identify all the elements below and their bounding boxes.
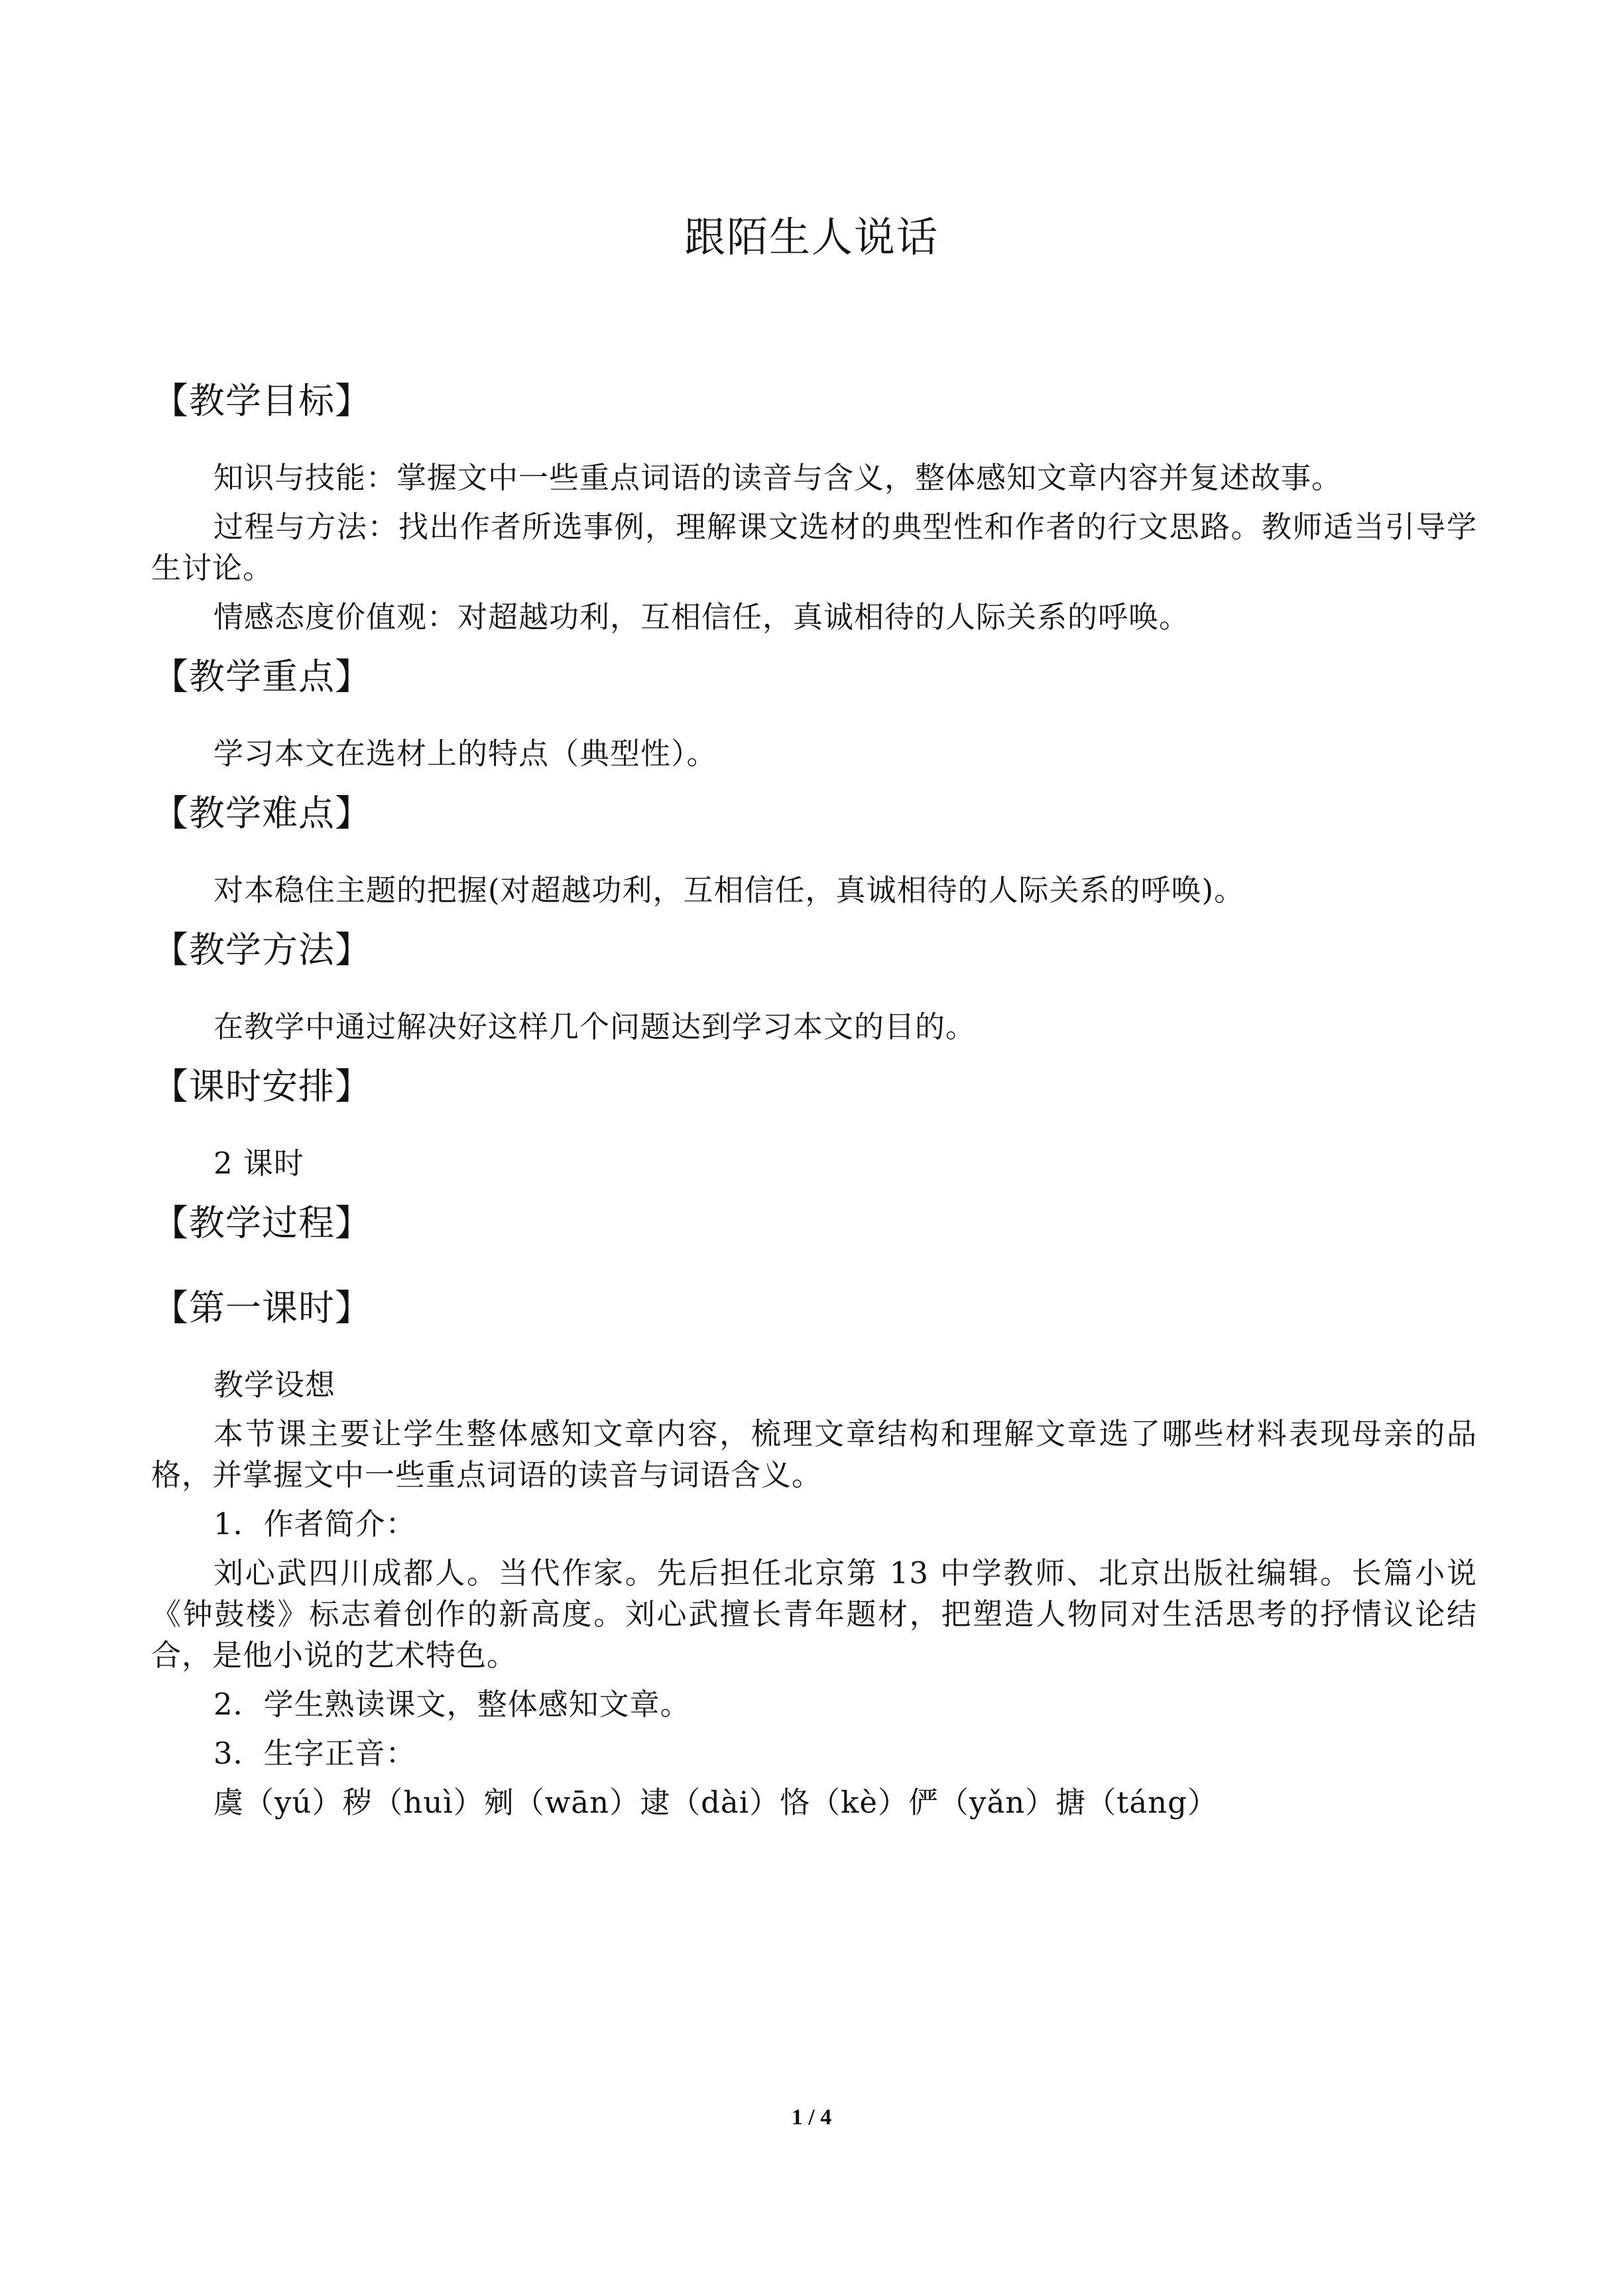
key-points-text: 学习本文在选材上的特点（典型性）。 [213, 736, 717, 771]
lesson1-author-text: 刘心武四川成都人。当代作家。先后担任北京第 13 中学教师、北京出版社编辑。长篇小说《钟鼓楼》标志着创作的新高度。刘心武擅长青年题材，把塑造人物同对生活思考的抒情议论结合，是他小说的艺术特色。 [151, 1555, 1477, 1673]
lesson1-author-label: 1．作者简介： [213, 1506, 416, 1541]
heading-schedule: 【课时安排】 [152, 1065, 371, 1107]
lesson1-design-label: 教学设想 [213, 1367, 336, 1402]
page-number: 1 / 4 [791, 2105, 832, 2130]
objective-values: 情感态度价值观：对超越功利，互相信任，真诚相待的人际关系的呼唤。 [213, 599, 1190, 634]
document-title: 跟陌生人说话 [684, 213, 939, 261]
difficulties-text: 对本稳住主题的把握(对超越功利，互相信任，真诚相待的人际关系的呼唤)。 [213, 873, 1245, 908]
heading-difficulties: 【教学难点】 [152, 792, 371, 834]
methods-text: 在教学中通过解决好这样几个问题达到学习本文的目的。 [213, 1009, 977, 1044]
lesson1-pronunciation-list: 虞（yú）秽（huì）剜（wān）逮（dài）恪（kè）俨（yǎn）搪（táng） [213, 1785, 1218, 1820]
objective-process: 过程与方法：找出作者所选事例，理解课文选材的典型性和作者的行文思路。教师适当引导学生讨论。 [151, 509, 1477, 585]
heading-key-points: 【教学重点】 [152, 656, 371, 697]
objective-knowledge: 知识与技能：掌握文中一些重点词语的读音与含义，整体感知文章内容并复述故事。 [213, 460, 1343, 495]
lesson1-reading: 2．学生熟读课文，整体感知文章。 [213, 1687, 691, 1722]
lesson1-pronunciation-label: 3．生字正音： [213, 1736, 416, 1771]
document-body [151, 378, 1477, 1823]
schedule-text: 2 课时 [213, 1146, 304, 1181]
heading-objectives: 【教学目标】 [152, 380, 371, 422]
heading-methods: 【教学方法】 [152, 929, 371, 971]
heading-lesson1: 【第一课时】 [152, 1287, 371, 1329]
heading-process: 【教学过程】 [152, 1202, 371, 1244]
lesson1-design-text: 本节课主要让学生整体感知文章内容，梳理文章结构和理解文章选了哪些材料表现母亲的品格，并掌握文中一些重点词语的读音与词语含义。 [151, 1416, 1477, 1492]
